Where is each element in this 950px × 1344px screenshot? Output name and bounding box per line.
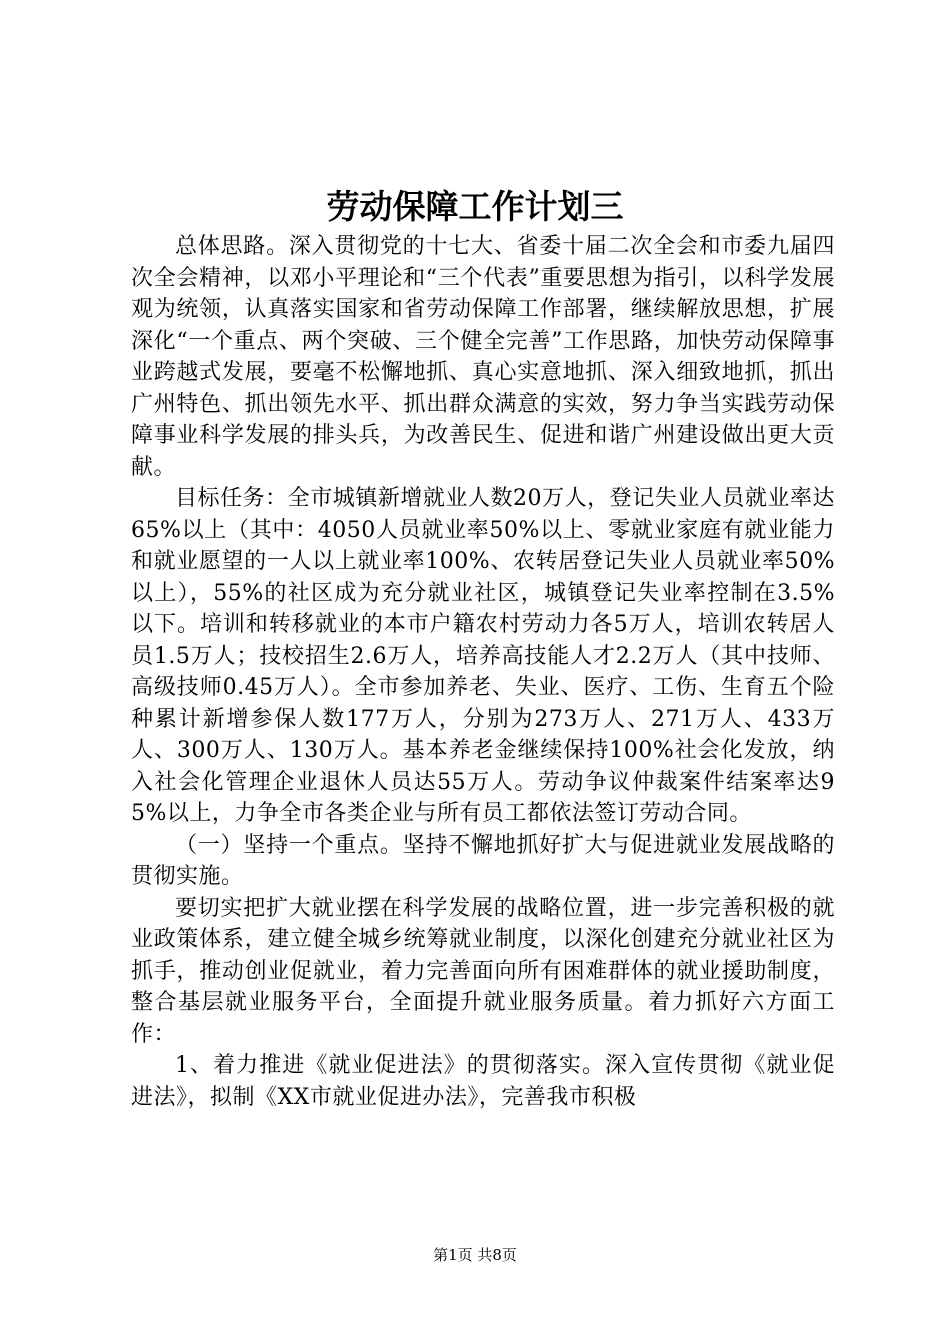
- paragraph-item-one: 1、着力推进《就业促进法》的贯彻落实。深入宣传贯彻《就业促进法》，拟制《XX市就业促进办法》，完善我市积极: [131, 1053, 835, 1110]
- paragraph-section-one-heading: （一）坚持一个重点。坚持不懈地抓好扩大与促进就业发展战略的贯彻实施。: [131, 832, 835, 889]
- paragraph-employment: 要切实把扩大就业摆在科学发展的战略位置，进一步完善积极的就业政策体系，建立健全城乡统筹就业制度，以深化创建充分就业社区为抓手，推动创业促就业，着力完善面向所有困难群体的就业援助制度，整合基层就业服务平台，全面提升就业服务质量。着力抓好六方面工作：: [131, 895, 835, 1047]
- document-title: 劳动保障工作计划三: [326, 187, 624, 226]
- document-body: [131, 231, 835, 1113]
- paragraph-target-tasks: 目标任务：全市城镇新增就业人数20万人，登记失业人员就业率达65%以上（其中：4050人员就业率50%以上、零就业家庭有就业能力和就业愿望的一人以上就业率100%、农转居登记失业人员就业率50%以上），55%的社区成为充分就业社区，城镇登记失业率控制在3.5%以下。培训和转移就业的本市户籍农村劳动力各5万人，培训农转居人员1.5万人；技校招生2.6万人，培养高技能人才2.2万人（其中技师、高级技师0.45万人）。全市参加养老、失业、医疗、工伤、生育五个险种累计新增参保人数177万人，分别为273万人、271万人、433万人、300万人、130万人。基本养老金继续保持100%社会化发放，纳入社会化管理企业退休人员达55万人。劳动争议仲裁案件结案率达95%以上，力争全市各类企业与所有员工都依法签订劳动合同。: [131, 486, 835, 826]
- paragraph-overall-approach: 总体思路。深入贯彻党的十七大、省委十届二次全会和市委九届四次全会精神，以邓小平理论和“三个代表”重要思想为指引，以科学发展观为统领，认真落实国家和省劳动保障工作部署，继续解放思想，扩展深化“一个重点、两个突破、三个健全完善”工作思路，加快劳动保障事业跨越式发展，要毫不松懈地抓、真心实意地抓、深入细致地抓，抓出广州特色、抓出领先水平、抓出群众满意的实效，努力争当实践劳动保障事业科学发展的排头兵，为改善民生、促进和谐广州建设做出更大贡献。: [131, 234, 835, 480]
- page-footer: 第1页 共8页: [433, 1246, 517, 1264]
